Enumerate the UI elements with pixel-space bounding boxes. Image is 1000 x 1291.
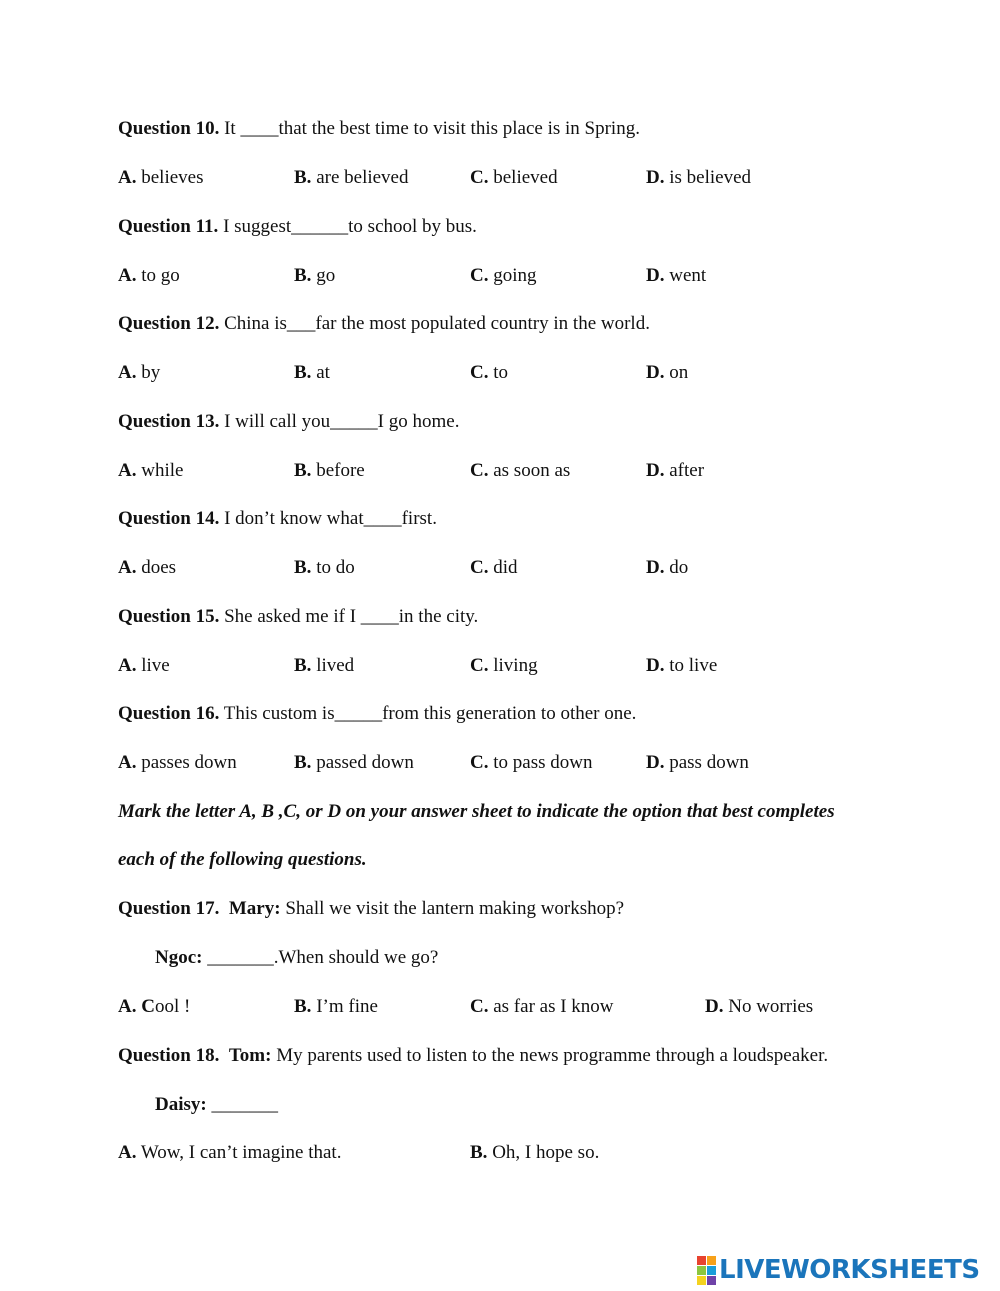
option-11-a[interactable] bbox=[118, 264, 180, 288]
option-15-c[interactable] bbox=[470, 654, 538, 678]
option-letter: A. bbox=[118, 752, 137, 773]
speaker-name: Ngoc: bbox=[155, 947, 203, 968]
question-stem: This custom is_____from this generation to other one. bbox=[219, 703, 637, 724]
option-text: are believed bbox=[311, 167, 409, 188]
option-letter: D. bbox=[646, 557, 665, 578]
option-text: believed bbox=[488, 167, 558, 188]
speaker-line: _______.When should we go? bbox=[202, 947, 439, 968]
question-13 bbox=[118, 410, 459, 434]
speaker-name: Daisy: bbox=[155, 1094, 207, 1115]
option-letter: B. bbox=[294, 362, 312, 383]
option-text: to go bbox=[136, 265, 180, 286]
option-text: as far as I know bbox=[488, 996, 614, 1017]
speaker-line: My parents used to listen to the news programme through a loudspeaker. bbox=[271, 1045, 829, 1066]
option-text: on bbox=[664, 362, 689, 383]
option-letter: A. bbox=[118, 557, 137, 578]
option-letter: D. bbox=[646, 265, 665, 286]
option-letter: A. bbox=[118, 362, 137, 383]
option-16-c[interactable] bbox=[470, 751, 592, 775]
question-17 bbox=[118, 897, 624, 921]
option-text: go bbox=[311, 265, 336, 286]
option-letter: A. bbox=[118, 265, 137, 286]
question-stem: China is___far the most populated country in the world. bbox=[219, 313, 650, 334]
option-10-b[interactable] bbox=[294, 166, 409, 190]
instruction-line-2: each of the following questions. bbox=[118, 849, 367, 870]
option-14-a[interactable] bbox=[118, 556, 176, 580]
option-text: is believed bbox=[664, 167, 752, 188]
option-letter: D. bbox=[705, 996, 724, 1017]
option-letter: C. bbox=[470, 655, 489, 676]
liveworksheets-logo bbox=[697, 1256, 980, 1284]
question-number: Question 16. bbox=[118, 703, 220, 724]
option-15-d[interactable] bbox=[646, 654, 717, 678]
option-text: to live bbox=[664, 655, 718, 676]
option-letter: A. bbox=[118, 167, 137, 188]
option-letter: D. bbox=[646, 167, 665, 188]
option-10-a[interactable] bbox=[118, 166, 204, 190]
question-number: Question 13. bbox=[118, 411, 220, 432]
option-text: at bbox=[311, 362, 330, 383]
option-text: does bbox=[136, 557, 177, 578]
option-letter: C. bbox=[470, 460, 489, 481]
option-15-b[interactable] bbox=[294, 654, 354, 678]
option-text: believes bbox=[136, 167, 204, 188]
option-17-c[interactable] bbox=[470, 995, 614, 1019]
option-11-d[interactable] bbox=[646, 264, 706, 288]
option-12-d[interactable] bbox=[646, 361, 688, 385]
option-text: I’m fine bbox=[311, 996, 378, 1017]
option-letter: C. bbox=[470, 265, 489, 286]
option-letter: D. bbox=[646, 362, 665, 383]
option-letter: C. bbox=[470, 996, 489, 1017]
question-number: Question 14. bbox=[118, 508, 220, 529]
option-text: to pass down bbox=[488, 752, 593, 773]
speaker-name: Mary: bbox=[228, 898, 281, 919]
speaker-line: _______ bbox=[206, 1094, 278, 1115]
option-10-c[interactable] bbox=[470, 166, 558, 190]
question-number: Question 12. bbox=[118, 313, 220, 334]
option-16-a[interactable] bbox=[118, 751, 237, 775]
option-text: while bbox=[136, 460, 184, 481]
question-stem: It ____that the best time to visit this place is in Spring. bbox=[219, 118, 640, 139]
question-number: Question 18. bbox=[118, 1045, 220, 1066]
option-text: went bbox=[664, 265, 707, 286]
option-12-c[interactable] bbox=[470, 361, 508, 385]
option-11-b[interactable] bbox=[294, 264, 335, 288]
instruction-line-1: Mark the letter A, B ,C, or D on your answer sheet to indicate the option that best completes bbox=[118, 801, 835, 822]
option-text: to bbox=[488, 362, 509, 383]
question-stem: I suggest______to school by bus. bbox=[218, 216, 477, 237]
option-16-d[interactable] bbox=[646, 751, 749, 775]
option-13-b[interactable] bbox=[294, 459, 365, 483]
option-text: pass down bbox=[664, 752, 749, 773]
option-letter: A. bbox=[118, 1142, 137, 1163]
option-13-c[interactable] bbox=[470, 459, 570, 483]
question-18-reply bbox=[155, 1093, 278, 1117]
option-12-b[interactable] bbox=[294, 361, 330, 385]
question-18 bbox=[118, 1044, 828, 1068]
option-text: lived bbox=[311, 655, 355, 676]
question-number: Question 11. bbox=[118, 216, 219, 237]
option-18-b[interactable] bbox=[470, 1141, 599, 1165]
option-letter: B. bbox=[294, 996, 312, 1017]
option-letter: C. bbox=[470, 557, 489, 578]
option-letter: B. bbox=[294, 460, 312, 481]
question-number: Question 17. bbox=[118, 898, 220, 919]
question-number: Question 15. bbox=[118, 606, 220, 627]
option-letter: B. bbox=[470, 1142, 488, 1163]
option-letter: D. bbox=[646, 460, 665, 481]
option-text: live bbox=[136, 655, 170, 676]
option-18-a[interactable] bbox=[118, 1141, 341, 1165]
question-10 bbox=[118, 117, 640, 141]
option-letter: A. bbox=[118, 655, 137, 676]
option-letter: B. bbox=[294, 557, 312, 578]
option-14-d[interactable] bbox=[646, 556, 688, 580]
option-16-b[interactable] bbox=[294, 751, 414, 775]
question-number: Question 10. bbox=[118, 118, 220, 139]
option-text: before bbox=[311, 460, 365, 481]
option-15-a[interactable] bbox=[118, 654, 170, 678]
option-text: by bbox=[136, 362, 161, 383]
question-17-reply bbox=[155, 946, 438, 970]
option-17-a[interactable] bbox=[118, 995, 190, 1019]
option-letter: B. bbox=[294, 752, 312, 773]
option-text: after bbox=[664, 460, 705, 481]
logo-text: LIVEWORKSHEETS bbox=[719, 1255, 980, 1285]
logo-mark-icon bbox=[697, 1256, 716, 1285]
option-text: passed down bbox=[311, 752, 414, 773]
option-text: ool ! bbox=[154, 996, 191, 1017]
option-text: to do bbox=[311, 557, 355, 578]
question-16 bbox=[118, 702, 636, 726]
option-13-a[interactable] bbox=[118, 459, 183, 483]
option-text: did bbox=[488, 557, 518, 578]
option-letter: C. bbox=[470, 752, 489, 773]
speaker-name: Tom: bbox=[228, 1045, 272, 1066]
option-text: No worries bbox=[723, 996, 814, 1017]
option-10-d[interactable] bbox=[646, 166, 751, 190]
question-12 bbox=[118, 312, 650, 336]
question-stem: She asked me if I ____in the city. bbox=[219, 606, 479, 627]
option-11-c[interactable] bbox=[470, 264, 537, 288]
option-17-b[interactable] bbox=[294, 995, 378, 1019]
option-13-d[interactable] bbox=[646, 459, 704, 483]
option-letter: C. bbox=[470, 167, 489, 188]
option-letter: D. bbox=[646, 655, 665, 676]
option-text: passes down bbox=[136, 752, 237, 773]
option-text: as soon as bbox=[488, 460, 571, 481]
question-14 bbox=[118, 507, 437, 531]
question-stem: I will call you_____I go home. bbox=[219, 411, 460, 432]
question-11 bbox=[118, 215, 477, 239]
option-letter: D. bbox=[646, 752, 665, 773]
option-17-d[interactable] bbox=[705, 995, 813, 1019]
question-15 bbox=[118, 605, 478, 629]
question-stem: I don’t know what____first. bbox=[219, 508, 437, 529]
option-14-c[interactable] bbox=[470, 556, 518, 580]
option-14-b[interactable] bbox=[294, 556, 355, 580]
option-letter: C. bbox=[470, 362, 489, 383]
speaker-line: Shall we visit the lantern making workshop? bbox=[280, 898, 625, 919]
option-letter: B. bbox=[294, 655, 312, 676]
option-text: Oh, I hope so. bbox=[487, 1142, 600, 1163]
option-letter: B. bbox=[294, 265, 312, 286]
option-text: do bbox=[664, 557, 689, 578]
option-text: living bbox=[488, 655, 538, 676]
option-text: going bbox=[488, 265, 537, 286]
option-letter: B. bbox=[294, 167, 312, 188]
option-text: Wow, I can’t imagine that. bbox=[136, 1142, 342, 1163]
option-letter: A. bbox=[118, 460, 137, 481]
option-letter: A. C bbox=[118, 996, 155, 1017]
option-12-a[interactable] bbox=[118, 361, 160, 385]
